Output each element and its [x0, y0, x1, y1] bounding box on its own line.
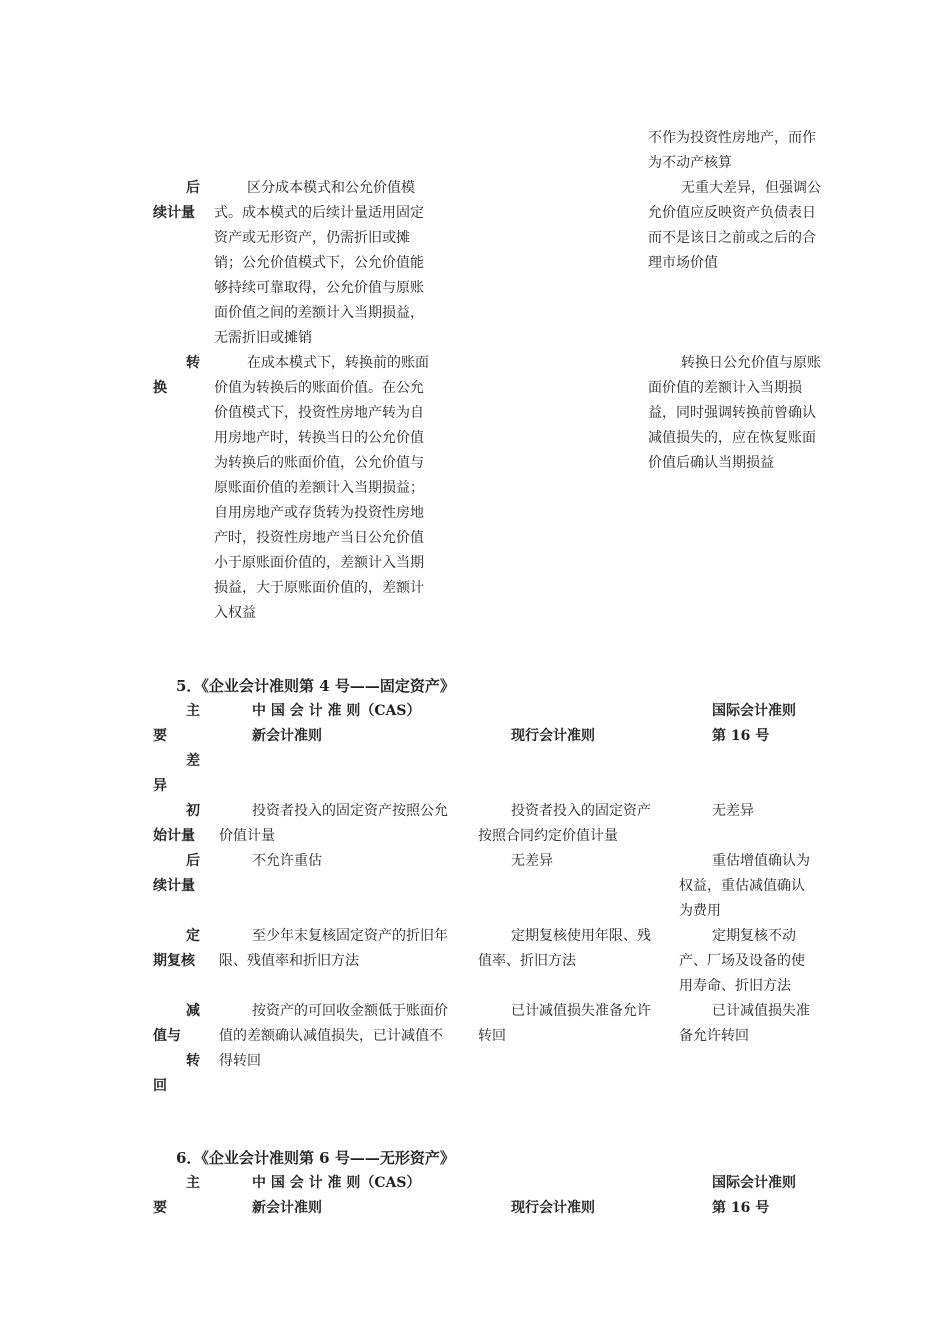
row-label: 续计量	[153, 878, 195, 894]
text-line: 用房地产时，转换当日的公允价值	[214, 430, 424, 446]
text-line: 产时，投资性房地产当日公允价值	[214, 530, 424, 546]
text-line: 转回	[478, 1028, 506, 1044]
text-line: 减值损失的，应在恢复账面	[648, 430, 816, 446]
header-cas-current: 现行会计准则	[511, 1200, 595, 1216]
text-line: 限、残值率和折旧方法	[219, 953, 359, 969]
text-line: 不作为投资性房地产，而作	[648, 130, 816, 146]
text-line: 面价值之间的差额计入当期损益，	[214, 305, 424, 321]
header-main-diff: 差	[186, 753, 200, 769]
header-main-diff: 主	[186, 703, 200, 719]
header-main-diff: 要	[153, 1200, 167, 1216]
header-ias: 第 16 号	[712, 1200, 770, 1216]
text-line: 而不是该日之前或之后的合	[648, 230, 816, 246]
row-label: 始计量	[153, 828, 195, 844]
text-line: 自用房地产或存货转为投资性房地	[214, 505, 424, 521]
text-line: 已计减值损失准	[712, 1003, 810, 1019]
text-line: 已计减值损失准备允许	[511, 1003, 651, 1019]
text-line: 为转换后的账面价值，公允价值与	[214, 455, 424, 471]
row-label: 初	[186, 803, 200, 819]
text-line: 重估增值确认为	[712, 853, 810, 869]
row-label: 后	[186, 180, 200, 196]
header-ias: 国际会计准则	[712, 1175, 796, 1191]
header-cas-new: 新会计准则	[252, 728, 322, 744]
text-line: 无重大差异，但强调公	[681, 180, 821, 196]
text-line: 备允许转回	[679, 1028, 749, 1044]
row-label: 续计量	[153, 205, 195, 221]
text-line: 值的差额确认减值损失，已计减值不	[219, 1028, 443, 1044]
text-line: 资产或无形资产，仍需折旧或摊	[214, 230, 410, 246]
text-line: 价值为转换后的账面价值。在公允	[214, 380, 424, 396]
row-label: 回	[153, 1078, 167, 1094]
text-line: 够持续可靠取得，公允价值与原账	[214, 280, 424, 296]
text-line: 在成本模式下，转换前的账面	[247, 355, 429, 371]
text-line: 无需折旧或摊销	[214, 330, 312, 346]
text-line: 按资产的可回收金额低于账面价	[252, 1003, 448, 1019]
header-main-diff: 要	[153, 728, 167, 744]
text-line: 值率、折旧方法	[478, 953, 576, 969]
text-line: 投资者投入的固定资产	[511, 803, 651, 819]
row-label: 转	[186, 355, 200, 371]
text-line: 为费用	[679, 903, 721, 919]
text-line: 小于原账面价值的，差额计入当期	[214, 555, 424, 571]
header-main-diff: 主	[186, 1175, 200, 1191]
text-line: 投资者投入的固定资产按照公允	[252, 803, 448, 819]
text-line: 益，同时强调转换前曾确认	[648, 405, 816, 421]
text-line: 为不动产核算	[648, 155, 732, 171]
text-line: 面价值的差额计入当期损	[648, 380, 802, 396]
text-line: 式。成本模式的后续计量适用固定	[214, 205, 424, 221]
row-label: 后	[186, 853, 200, 869]
header-ias: 第 16 号	[712, 728, 770, 744]
text-line: 转换日公允价值与原账	[681, 355, 821, 371]
header-ias: 国际会计准则	[712, 703, 796, 719]
text-line: 理市场价值	[648, 255, 718, 271]
header-cas-current: 现行会计准则	[511, 728, 595, 744]
text-line: 权益，重估减值确认	[679, 878, 805, 894]
header-cas-group: 中 国 会 计 准 则（CAS）	[252, 703, 421, 719]
text-line: 允价值应反映资产负债表日	[648, 205, 816, 221]
text-line: 区分成本模式和公允价值模	[247, 180, 415, 196]
text-line: 定期复核不动	[712, 928, 796, 944]
text-line: 无差异	[511, 853, 553, 869]
text-line: 价值计量	[219, 828, 275, 844]
text-line: 原账面价值的差额计入当期损益；	[214, 480, 424, 496]
row-label: 定	[186, 928, 200, 944]
section-title: 6．《企业会计准则第 6 号——无形资产》	[176, 1149, 455, 1167]
header-cas-new: 新会计准则	[252, 1200, 322, 1216]
text-line: 用寿命、折旧方法	[679, 978, 791, 994]
text-line: 至少年末复核固定资产的折旧年	[252, 928, 448, 944]
text-line: 损益，大于原账面价值的，差额计	[214, 580, 424, 596]
text-line: 得转回	[219, 1053, 261, 1069]
text-line: 入权益	[214, 605, 256, 621]
text-line: 不允许重估	[252, 853, 322, 869]
row-label: 值与	[153, 1028, 181, 1044]
text-line: 按照合同约定价值计量	[478, 828, 618, 844]
text-line: 产、厂场及设备的使	[679, 953, 805, 969]
row-label: 转	[186, 1053, 200, 1069]
text-line: 价值模式下，投资性房地产转为自	[214, 405, 424, 421]
row-label: 换	[153, 380, 167, 396]
text-line: 无差异	[712, 803, 754, 819]
header-main-diff: 异	[153, 778, 167, 794]
text-line: 销；公允价值模式下，公允价值能	[214, 255, 424, 271]
text-line: 定期复核使用年限、残	[511, 928, 651, 944]
row-label: 期复核	[153, 953, 195, 969]
header-cas-group: 中 国 会 计 准 则（CAS）	[252, 1175, 421, 1191]
section-title: 5．《企业会计准则第 4 号——固定资产》	[176, 677, 455, 695]
text-line: 价值后确认当期损益	[648, 455, 774, 471]
row-label: 减	[186, 1003, 200, 1019]
